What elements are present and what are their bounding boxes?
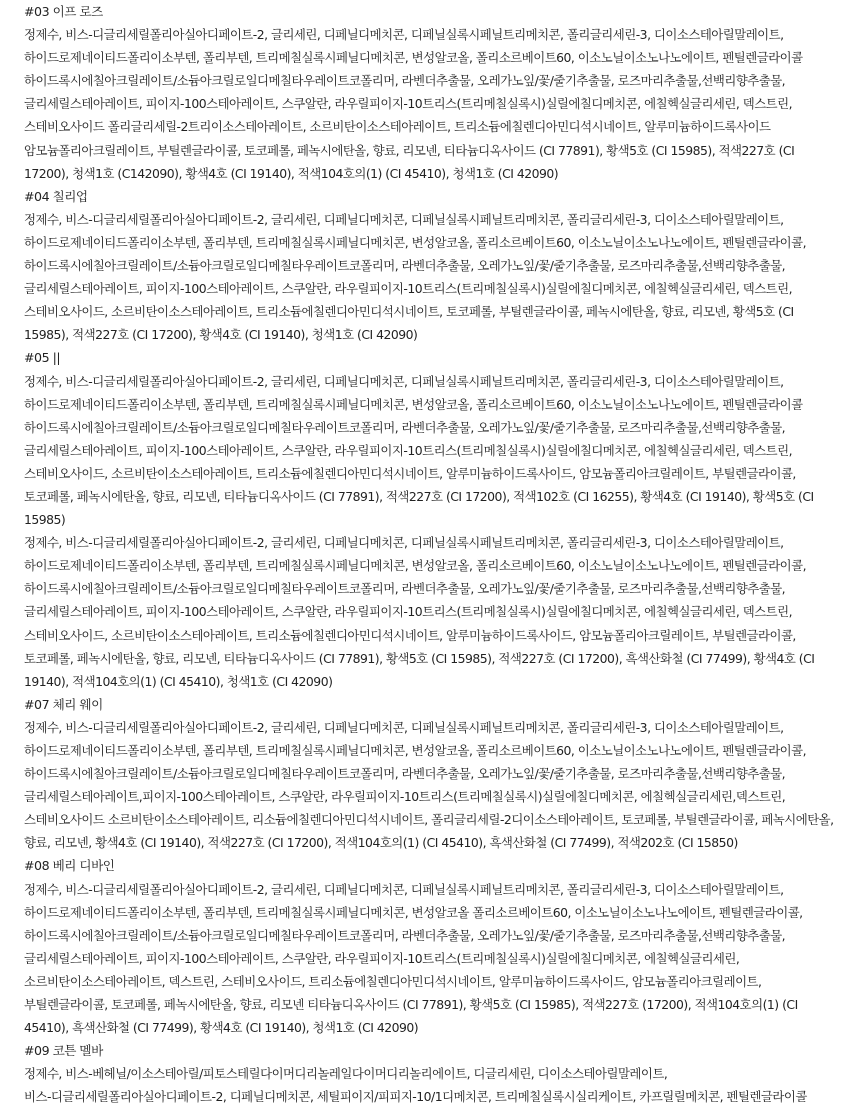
ingredient-line: 향료, 리모넨, 황색4호 (CI 19140), 적색227호 (CI 17200), 적색104호의(1) (CI 45410), 흑색산화철 (CI 77499), 적색202호 (CI 15850) bbox=[24, 835, 738, 851]
ingredient-line: 소르비탄이소스테아레이트, 덱스트린, 스테비오사이드, 트리소듐에칠렌디아민디석시네이트, 알루미늄하이드록사이드, 암모늄폴리아크릴레이트, bbox=[24, 973, 762, 989]
product-heading: #08 베리 디바인 bbox=[24, 858, 115, 874]
ingredient-line: 15985) bbox=[24, 512, 66, 528]
ingredient-line: 스테비오사이드, 소르비탄이소스테아레이트, 트리소듐에칠렌디아민디석시네이트, 토코페롤, 부틸렌글라이콜, 페녹시에탄올, 향료, 리모넨, 황색5호 (CI bbox=[24, 304, 794, 320]
ingredient-line: 정제수, 비스-디글리세릴폴리아실아디페이트-2, 글리세린, 디페닐디메치콘, 디페닐실록시페닐트리메치콘, 폴리글리세린-3, 디이소스테아릴말레이트, bbox=[24, 27, 784, 43]
ingredient-line: 토코페롤, 페녹시에탄올, 향료, 리모넨, 티타늄디옥사이드 (CI 77891), 황색5호 (CI 15985), 적색227호 (CI 17200), 흑색산화철 (CI 77499), 황색4호 (CI bbox=[24, 650, 815, 666]
ingredient-line: 19140), 적색104호의(1) (CI 45410), 청색1호 (CI 42090) bbox=[24, 673, 333, 689]
ingredient-line: 하이드록시에칠아크릴레이트/소듐아크릴로일디메칠타우레이트코폴리머, 라벤더추출물, 오레가노잎/꽃/줄기추출물, 로즈마리추출물,선백리향추출물, bbox=[24, 927, 786, 943]
ingredient-line: 정제수, 비스-디글리세릴폴리아실아디페이트-2, 글리세린, 디페닐디메치콘, 디페닐실록시페닐트리메치콘, 폴리글리세린-3, 디이소스테아릴말레이트, bbox=[24, 535, 784, 551]
ingredient-line: 부틸렌글라이콜, 토코페롤, 페녹시에탄올, 향료, 리모넨 티타늄디옥사이드 (CI 77891), 황색5호 (CI 15985), 적색227호 (17200), 적색104호의(1) (CI bbox=[24, 997, 798, 1013]
ingredient-line: 하이드로제네이티드폴리이소부텐, 폴리부텐, 트리메칠실록시페닐디메치콘, 변성알코올, 폴리소르베이트60, 이소노닐이소노나노에이트, 펜틸렌글라이콜, bbox=[24, 743, 807, 758]
ingredient-line: 정제수, 비스-베헤닐/이소스테아릴/피토스테릴다이머디리놀레일다이머디리놀리에이트, 디글리세린, 디이소스테아릴말레이트, bbox=[24, 1066, 668, 1082]
ingredient-line: 하이드록시에칠아크릴레이트/소듐아크릴로일디메칠타우레이트코폴리머, 라벤더추출물, 오레가노잎/꽃/줄기추출물, 로즈마리추출물,선백리향추출물, bbox=[24, 258, 786, 274]
ingredient-line: 하이드록시에칠아크릴레이트/소듐아크릴로일디메칠타우레이트코폴리머, 라벤더추출물, 오레가노잎/꽃/줄기추출물, 로즈마리추출물,선백리향추출물, bbox=[24, 419, 786, 435]
product-heading: #09 코튼 멜바 bbox=[24, 1043, 103, 1059]
ingredient-line: 스테비오사이드, 소르비탄이소스테아레이트, 트리소듐에칠렌디아민디석시네이트, 알루미늄하이드록사이드, 암모늄폴리아크릴레이트, 부틸렌글라이콜, bbox=[24, 627, 796, 643]
ingredient-line: 하이드로제네이티드폴리이소부텐, 폴리부텐, 트리메칠실록시페닐디메치콘, 변성알코올, 폴리소르베이트60, 이소노닐이소노나노에이트, 펜틸렌글라이콜 bbox=[24, 396, 803, 412]
product-heading: #04 칠리업 bbox=[24, 188, 88, 204]
ingredient-line: 하이드록시에칠아크릴레이트/소듐아크릴로일디메칠타우레이트코폴리머, 라벤더추출물, 오레가노잎/꽃/줄기추출물, 로즈마리추출물,선백리향추출물, bbox=[24, 766, 786, 782]
ingredient-line: 스테비오사이드 소르비탄이소스테아레이트, 리소듐에칠렌디아민디석시네이트, 폴리글리세릴-2디이소스테아레이트, 토코페롤, 부틸렌글라이콜, 페녹시에탄올, bbox=[24, 812, 834, 828]
ingredient-line: 정제수, 비스-디글리세릴폴리아실아디페이트-2, 글리세린, 디페닐디메치콘, 디페닐실록시페닐트리메치콘, 폴리글리세린-3, 디이소스테아릴말레이트, bbox=[24, 719, 784, 735]
ingredient-line: 정제수, 비스-디글리세릴폴리아실아디페이트-2, 글리세린, 디페닐디메치콘, 디페닐실록시페닐트리메치콘, 폴리글리세린-3, 디이소스테아릴말레이트, bbox=[24, 211, 784, 227]
ingredient-line: 하이드로제네이티드폴리이소부텐, 폴리부텐, 트리메칠실록시페닐디메치콘, 변성알코올, 폴리소르베이트60, 이소노닐이소노나노에이트, 펜틸렌글라이콜, bbox=[24, 234, 807, 250]
ingredient-line: 글리세릴스테아레이트, 피이지-100스테아레이트, 스쿠알란, 라우릴피이지-10트리스(트리메칠실록시)실릴에칠디메치콘, 에칠헥실글리세린, 덱스트린, bbox=[24, 96, 793, 112]
product-heading: #03 이프 로즈 bbox=[24, 4, 103, 19]
ingredient-line: 정제수, 비스-디글리세릴폴리아실아디페이트-2, 글리세린, 디페닐디메치콘, 디페닐실록시페닐트리메치콘, 폴리글리세린-3, 디이소스테아릴말레이트, bbox=[24, 881, 784, 897]
ingredient-line: 토코페롤, 페녹시에탄올, 향료, 리모넨, 티타늄디옥사이드 (CI 77891), 적색227호 (CI 17200), 적색102호 (CI 16255), 황색4호 (CI 19140), 황색5호 (CI bbox=[24, 488, 814, 504]
product-heading: #05 || bbox=[24, 350, 61, 366]
ingredient-line: 글리세릴스테아레이트, 피이지-100스테아레이트, 스쿠알란, 라우릴피이지-10트리스(트리메칠실록시)실릴에칠디메치콘, 에칠헥실글리세린, 덱스트린, bbox=[24, 604, 793, 620]
ingredient-line: 스테비오사이드, 소르비탄이소스테아레이트, 트리소듐에칠렌디아민디석시네이트, 알루미늄하이드록사이드, 암모늄폴리아크릴레이트, 부틸렌글라이콜, bbox=[24, 465, 796, 481]
ingredient-line: 하이드록시에칠아크릴레이트/소듐아크릴로일디메칠타우레이트코폴리머, 라벤더추출물, 오레가노잎/꽃/줄기추출물, 로즈마리추출물,선백리향추출물, bbox=[24, 73, 786, 89]
ingredient-line: 하이드로제네이티드폴리이소부텐, 폴리부텐, 트리메칠실록시페닐디메치콘, 변성알코올, 폴리소르베이트60, 이소노닐이소노나노에이트, 펜틸렌글라이콜 bbox=[24, 50, 803, 66]
ingredient-line: 글리세릴스테아레이트, 피이지-100스테아레이트, 스쿠알란, 라우릴피이지-10트리스(트리메칠실록시)실릴에칠디메치콘, 에칠헥실글리세린, bbox=[24, 950, 740, 966]
ingredient-line: 하이드로제네이티드폴리이소부텐, 폴리부텐, 트리메칠실록시페닐디메치콘, 변성알코올 폴리소르베이트60, 이소노닐이소노나노에이트, 펜틸렌글라이콜, bbox=[24, 904, 803, 920]
ingredient-line: 하이드로제네이티드폴리이소부텐, 폴리부텐, 트리메칠실록시페닐디메치콘, 변성알코올, 폴리소르베이트60, 이소노닐이소노나노에이트, 펜틸렌글라이콜, bbox=[24, 558, 807, 574]
ingredient-line: 글리세릴스테아레이트,피이지-100스테아레이트, 스쿠알란, 라우릴피이지-10트리스(트리메칠실록시)실릴에칠디메치콘, 에칠헥실글리세린,덱스트린, bbox=[24, 789, 786, 805]
ingredient-line: 스테비오사이드 폴리글리세릴-2트리이소스테아레이트, 소르비탄이소스테아레이트, 트리소듐에칠렌디아민디석시네이트, 알루미늄하이드록사이드 bbox=[24, 119, 771, 135]
ingredient-line: 정제수, 비스-디글리세릴폴리아실아디페이트-2, 글리세린, 디페닐디메치콘, 디페닐실록시페닐트리메치콘, 폴리글리세린-3, 디이소스테아릴말레이트, bbox=[24, 373, 784, 389]
ingredient-line: 비스-디글리세릴폴리아실아디페이트-2, 디페닐디메치콘, 세틸피이지/피피지-10/1디메치콘, 트리메칠실록시실리케이트, 카프릴릴메치콘, 펜틸렌글라이콜 bbox=[24, 1089, 807, 1105]
ingredient-line: 암모늄폴리아크릴레이트, 부틸렌글라이콜, 토코페롤, 페녹시에탄올, 향료, 리모넨, 티타늄디옥사이드 (CI 77891), 황색5호 (CI 15985), 적색227호 (CI bbox=[24, 142, 795, 158]
ingredient-line: 글리세릴스테아레이트, 피이지-100스테아레이트, 스쿠알란, 라우릴피이지-10트리스(트리메칠실록시)실릴에칠디메치콘, 에칠헥실글리세린, 덱스트린, bbox=[24, 442, 793, 458]
ingredient-line: 17200), 청색1호 (C142090), 황색4호 (CI 19140), 적색104호의(1) (CI 45410), 청색1호 (CI 42090) bbox=[24, 165, 559, 181]
ingredient-line: 하이드록시에칠아크릴레이트/소듐아크릴로일디메칠타우레이트코폴리머, 라벤더추출물, 오레가노잎/꽃/줄기추출물, 로즈마리추출물,선백리향추출물, bbox=[24, 581, 786, 597]
ingredient-line: 글리세릴스테아레이트, 피이지-100스테아레이트, 스쿠알란, 라우릴피이지-10트리스(트리메칠실록시)실릴에칠디메치콘, 에칠헥실글리세린, 덱스트린, bbox=[24, 281, 793, 297]
ingredient-line: 15985), 적색227호 (CI 17200), 황색4호 (CI 19140), 청색1호 (CI 42090) bbox=[24, 327, 418, 343]
ingredient-line: 45410), 흑색산화철 (CI 77499), 황색4호 (CI 19140), 청색1호 (CI 42090) bbox=[24, 1020, 419, 1036]
product-heading: #07 체리 웨이 bbox=[24, 696, 103, 712]
